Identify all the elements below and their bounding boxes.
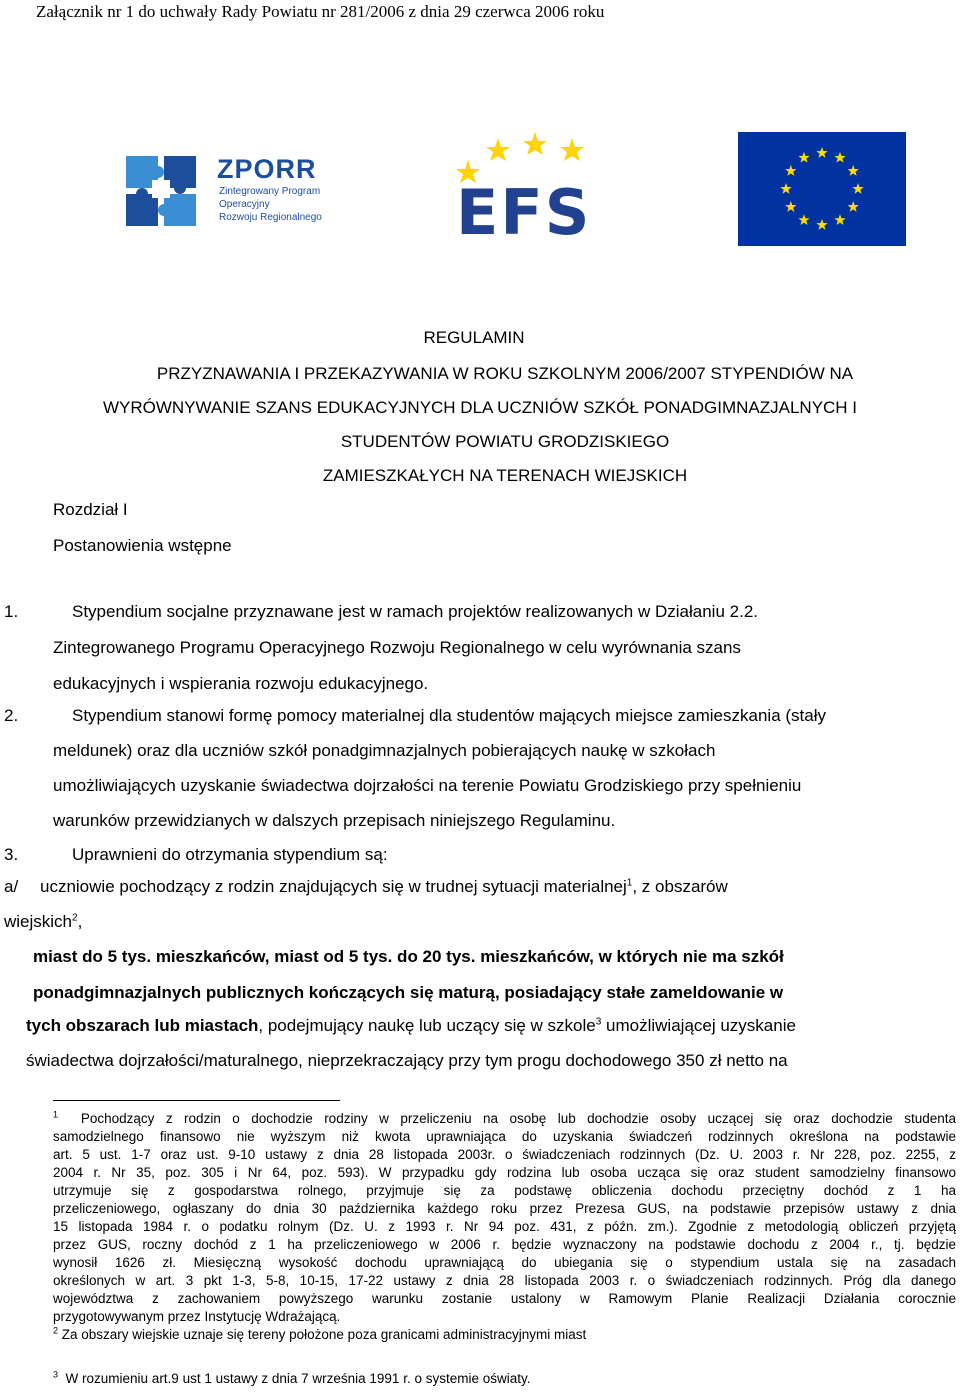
point-a-bold-1: miast do 5 tys. mieszkańców, miast od 5 tys. do 20 tys. mieszkańców, w których nie ma szkół <box>33 947 784 966</box>
item-1-number: 1. <box>4 602 19 621</box>
footnote-1-line-4: 2004 r. Nr 35, poz. 305 i Nr 64, poz. 593). W przypadku gdy rodzina lub osoba ucząca się oraz student samodzielny finansowo <box>53 1165 956 1180</box>
item-2 <box>4 706 826 726</box>
zporr-subtitle-1: Zintegrowany Program <box>219 186 321 197</box>
footnote-3-text: W rozumieniu art.9 ust 1 ustawy z dnia 7 września 1991 r. o systemie oświaty. <box>65 1371 531 1386</box>
footnote-ref-2: 2 <box>72 912 78 924</box>
item-2-line-2: meldunek) oraz dla uczniów szkół ponadgimnazjalnych pobierających naukę w szkołach <box>53 741 716 760</box>
item-2-line-1: Stypendium stanowi formę pomocy materialnej dla studentów mających miejsce zamieszkania (stały <box>72 706 826 725</box>
point-a-line-6: świadectwa dojrzałości/maturalnego, nieprzekraczający przy tym progu dochodowego 350 zł netto na <box>26 1051 788 1070</box>
footnote-1-line-1 <box>53 1110 956 1128</box>
chapter-label: Rozdział I <box>53 500 128 519</box>
footnote-1-line-12: przygotowywanym przez Instytucję Wdrażającą. <box>53 1309 341 1324</box>
point-a-line-1 <box>4 877 728 897</box>
point-a-bold-3: tych obszarach lub miastach <box>26 1016 259 1035</box>
document-header: Załącznik nr 1 do uchwały Rady Powiatu nr 281/2006 z dnia 29 czerwca 2006 roku <box>36 2 605 21</box>
item-2-number: 2. <box>4 706 19 725</box>
footnote-ref-1: 1 <box>626 877 633 889</box>
point-a-text-5: , podejmujący naukę lub uczący się w szkole <box>258 1016 596 1035</box>
footnote-3 <box>53 1370 530 1388</box>
point-a-label: a/ <box>4 877 19 896</box>
footnote-1-number: 1 <box>53 1109 59 1120</box>
item-1-line-1: Stypendium socjalne przyznawane jest w ramach projektów realizowanych w Działaniu 2.2. <box>72 602 758 621</box>
footnote-3-number: 3 <box>53 1369 59 1380</box>
item-2-line-4: warunków przewidzianych w dalszych przepisach niniejszego Regulaminu. <box>53 811 616 830</box>
footnote-1-line-2: samodzielnego finansowo nie wyższym niż kwota uprawniająca do uzyskania świadczeń rodzinnych określona na podstawie <box>53 1129 956 1144</box>
efs-logo <box>450 132 620 250</box>
point-a-text-1-end: , z obszarów <box>632 877 728 896</box>
efs-text: EFS <box>456 176 592 249</box>
zporr-logo <box>122 150 322 232</box>
footnote-2-number: 2 <box>53 1325 59 1336</box>
footnote-separator <box>53 1100 340 1101</box>
footnote-1-line-6: przeliczeniowego, ogłaszany do dnia 30 października każdego roku przez Prezesa GUS, na podstawie przepisów ustawy z dnia <box>53 1201 956 1216</box>
footnote-1 <box>53 1110 956 1344</box>
footnote-1-line-8: przez GUS, roczny dochód z 1 ha przeliczeniowego w 2006 r. będzie wyznaczony na podstawie dochodu z 2004 r., tj. będzie <box>53 1237 956 1252</box>
point-a-text-2-end: , <box>77 912 83 931</box>
title-line-2: PRZYZNAWANIA I PRZEKAZYWANIA W ROKU SZKOLNYM 2006/2007 STYPENDIÓW NA <box>156 364 854 383</box>
item-2-line-3: umożliwiających uzyskanie świadectwa dojrzałości na terenie Powiatu Grodziskiego przy spełnieniu <box>53 776 802 795</box>
zporr-title: ZPORR <box>217 154 317 184</box>
title-line-3: WYRÓWNYWANIE SZANS EDUKACYJNYCH DLA UCZNIÓW SZKÓŁ PONADGIMNAZJALNYCH I <box>102 398 858 417</box>
point-a-line-2 <box>4 912 82 932</box>
title-line-5: ZAMIESZKAŁYCH NA TERENACH WIEJSKICH <box>322 466 688 485</box>
eu-flag-icon <box>738 132 906 246</box>
item-3 <box>4 845 388 865</box>
item-3-number: 3. <box>4 845 19 864</box>
item-1-line-3: edukacyjnych i wspierania rozwoju edukacyjnego. <box>53 674 429 693</box>
footnote-1-line-7: 15 listopada 1984 r. o podatku rolnym (Dz. U. z 1993 r. Nr 94 poz. 431, z późn. zm.). Zgodnie z metodologią obliczeń przyjętą <box>53 1219 956 1234</box>
zporr-subtitle-2: Operacyjny <box>219 199 270 210</box>
point-a-text-2: wiejskich <box>4 912 73 931</box>
eu-flag-logo <box>738 132 906 246</box>
point-a-line-3 <box>33 947 784 967</box>
footnote-1-text-1: Pochodzący z rodzin o dochodzie rodziny w przeliczeniu na osobę lub dochodzie osoby uczącej się oraz dochodzie studenta <box>80 1111 956 1126</box>
zporr-puzzle-logo-icon <box>122 152 200 230</box>
title-line-4: STUDENTÓW POWIATU GRODZISKIEGO <box>340 432 670 451</box>
zporr-subtitle-3: Rozwoju Regionalnego <box>219 212 322 223</box>
title-regulamin: REGULAMIN <box>423 328 525 347</box>
item-1 <box>4 602 758 622</box>
footnote-1-line-9: wynosił 1626 zł. Miesięczną wysokość dochodu uprawniającą do ubiegania się o stypendium ustala się na zasadach <box>53 1255 956 1270</box>
footnote-1-line-10: określonych w art. 3 pkt 1-3, 5-8, 10-15, 17-22 ustawy z dnia 28 listopada 2003 r. o świadczeniach rodzinnych. Próg dla danego <box>53 1273 956 1288</box>
item-3-line-1: Uprawnieni do otrzymania stypendium są: <box>72 845 388 864</box>
footnote-ref-3: 3 <box>595 1016 602 1028</box>
footnote-1-line-3: art. 5 ust. 1-7 oraz ust. 9-10 ustawy z dnia 28 listopada 2003r. o świadczeniach rodzinnych (Dz. U. 2003 r. Nr 228, poz. 2255, z <box>53 1147 956 1162</box>
footnote-2-text: Za obszary wiejskie uznaje się tereny położone poza granicami administracyjnymi miast <box>61 1327 587 1342</box>
point-a-text-5-end: umożliwiającej uzyskanie <box>601 1016 796 1035</box>
item-1-line-2: Zintegrowanego Programu Operacyjnego Rozwoju Regionalnego w celu wyrównania szans <box>53 638 741 657</box>
footnote-2 <box>53 1326 956 1344</box>
point-a-line-4 <box>33 983 783 1003</box>
point-a-text-1: uczniowie pochodzący z rodzin znajdujących się w trudnej sytuacji materialnej <box>40 877 627 896</box>
footnote-1-line-11: województwa z zachowaniem powyższego warunku zostanie ustalony w Ramowym Planie Realizacji Działania corocznie <box>53 1291 956 1306</box>
footnote-1-line-5: utrzymuje się z gospodarstwa rolnego, przyjmuje się za podstawę obliczenia dochodu przeciętny dochód z 1 ha <box>53 1183 956 1198</box>
chapter-name: Postanowienia wstępne <box>53 536 232 555</box>
point-a-bold-2: ponadgimnazjalnych publicznych kończących się maturą, posiadający stałe zameldowanie w <box>33 983 784 1002</box>
point-a-line-5 <box>26 1016 796 1036</box>
